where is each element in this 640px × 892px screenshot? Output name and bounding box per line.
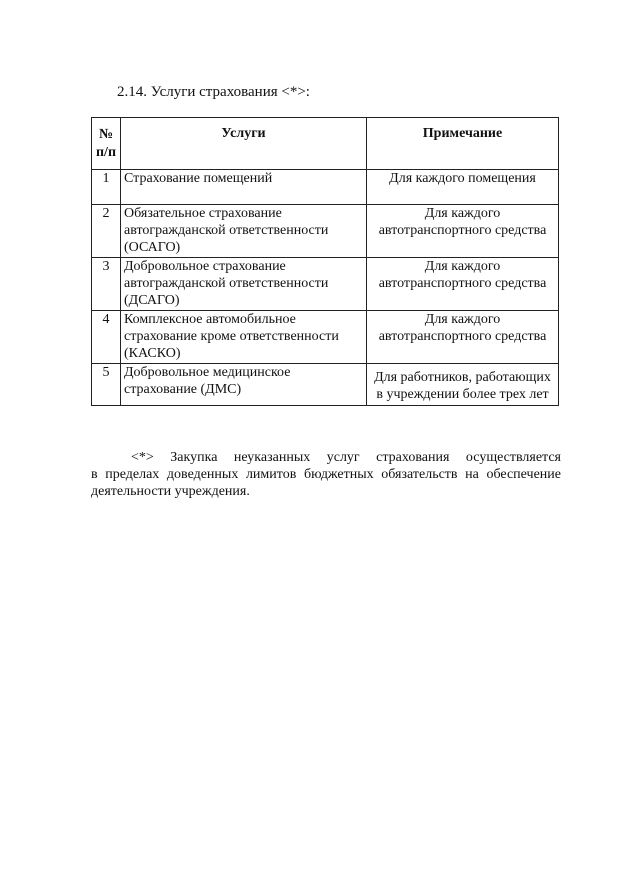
header-note: Примечание [367,118,559,170]
header-number [92,118,121,170]
row-note: Для каждого автотранспортного средства [367,205,559,258]
header-number-symbol: № [98,126,114,142]
footnote-line: деятельности учреждения. [91,484,250,499]
footnote-line: в пределах доведенных лимитов бюджетных обязательств на обеспечение [91,467,561,482]
table-row [92,258,559,311]
table-row [92,205,559,258]
row-service: Страхование помещений [121,170,367,205]
table-row [92,364,559,406]
table-row [92,170,559,205]
row-note: Для работников, работающих в учреждении более трех лет [367,364,559,406]
footnote-line: <*> Закупка неуказанных услуг страхования осуществляется [131,450,561,465]
section-title: 2.14. Услуги страхования <*>: [117,84,310,100]
row-note: Для каждого автотранспортного средства [367,258,559,311]
row-number: 2 [92,205,121,258]
row-note: Для каждого автотранспортного средства [367,311,559,364]
header-number-abbrev: п/п [95,144,117,160]
row-service: Обязательное страхование автогражданской ответственности (ОСАГО) [121,205,367,258]
row-number: 5 [92,364,121,406]
insurance-services-table [91,117,559,406]
row-number: 3 [92,258,121,311]
row-note: Для каждого помещения [367,170,559,205]
header-services: Услуги [121,118,367,170]
footnote [91,449,561,500]
row-service: Добровольное медицинское страхование (ДМС) [121,364,367,406]
row-number: 4 [92,311,121,364]
row-service: Комплексное автомобильное страхование кроме ответственности (КАСКО) [121,311,367,364]
row-service: Добровольное страхование автогражданской ответственности (ДСАГО) [121,258,367,311]
table-row [92,311,559,364]
row-number: 1 [92,170,121,205]
table-header-row [92,118,559,170]
